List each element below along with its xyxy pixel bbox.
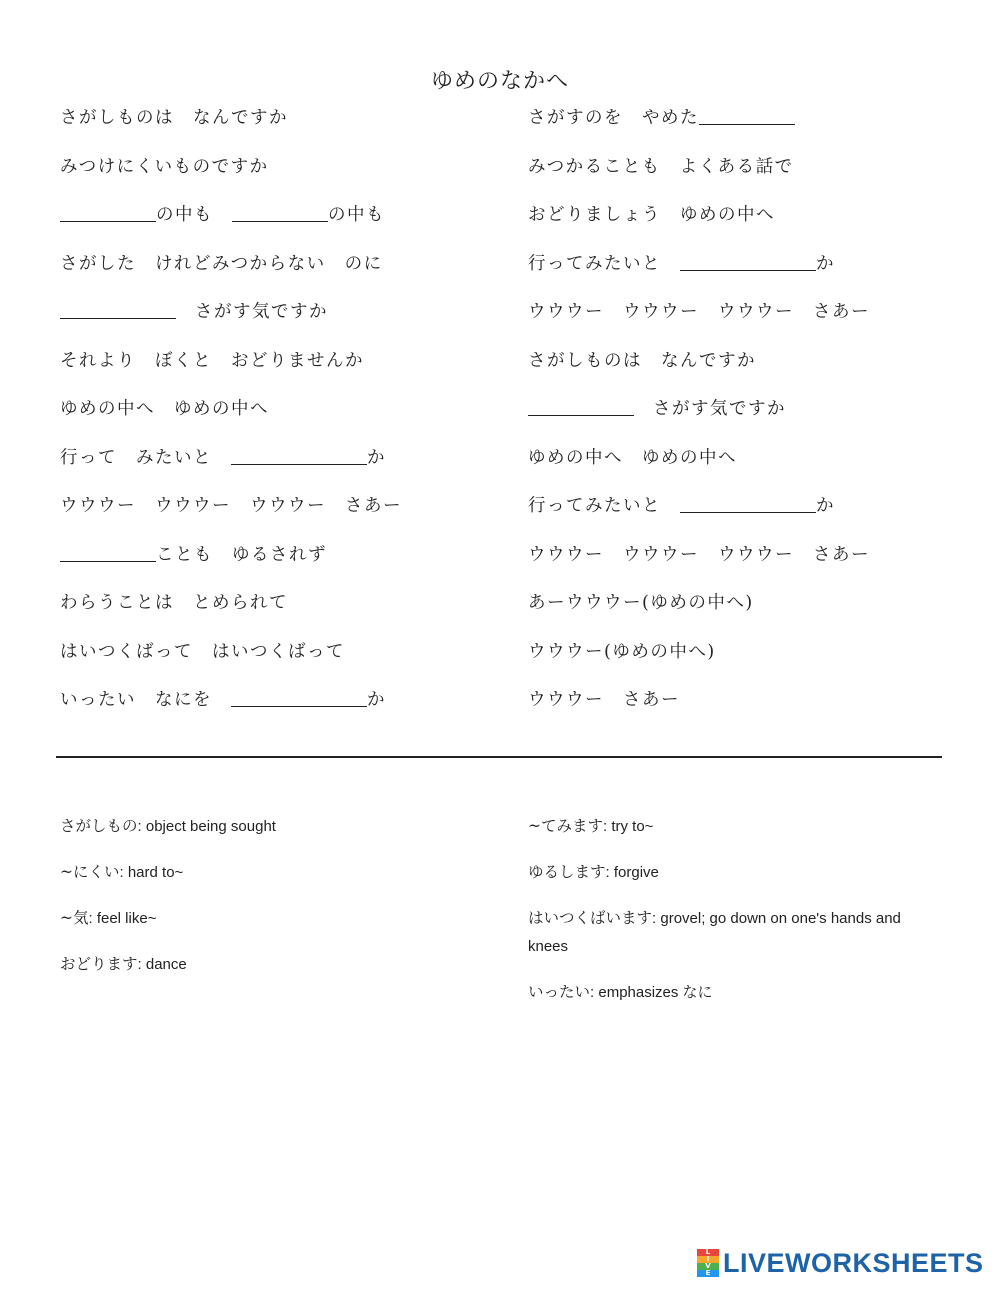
lyric-line <box>60 686 490 735</box>
lyric-line <box>60 444 490 493</box>
vocab-term: ~にくい <box>60 863 120 881</box>
lyric-text: わらうことは とめられて <box>60 593 288 613</box>
lyric-text: ゆめの中へ ゆめの中へ <box>60 399 269 419</box>
vocab-definition: : dance <box>137 956 187 973</box>
vocab-definition: : emphasizes なに <box>590 984 713 1001</box>
vocab-definition: : object being sought <box>137 818 276 835</box>
liveworksheets-logo <box>697 1245 984 1281</box>
lyric-text: それより ぼくと おどりませんか <box>60 350 364 371</box>
vocab-item <box>60 858 500 887</box>
vocab-term: おどります <box>60 955 138 973</box>
vocab-item <box>528 812 928 841</box>
lyric-line <box>60 104 490 153</box>
lyric-text: ゆめの中へ ゆめの中へ <box>528 447 737 468</box>
lyric-text: か <box>367 690 386 710</box>
fill-in-blank[interactable] <box>60 543 156 562</box>
fill-in-blank[interactable] <box>232 203 328 222</box>
vocab-item <box>528 904 928 961</box>
vocab-left-column <box>60 812 500 996</box>
lyric-text: ウウウー ウウウー ウウウー さあー <box>528 302 870 322</box>
vocab-definition: : try to~ <box>603 818 654 835</box>
lyric-line <box>60 153 490 202</box>
vocab-definition: : hard to~ <box>119 864 184 881</box>
lyric-text: さがしものは なんですか <box>528 350 756 371</box>
section-divider <box>56 756 942 758</box>
lyric-line <box>60 201 490 250</box>
lyric-text: さがす気ですか <box>634 399 786 419</box>
logo-icon-letter: I <box>697 1256 719 1263</box>
lyric-text: か <box>816 496 835 516</box>
lyric-line <box>60 395 490 444</box>
lyric-line <box>528 395 958 444</box>
lyric-text: 行って みたいと <box>60 447 231 468</box>
lyric-line <box>528 444 958 493</box>
vocab-right-column <box>528 812 928 1024</box>
vocab-term: さがしもの <box>60 817 138 835</box>
lyric-text: か <box>816 253 835 274</box>
lyric-text: の中も <box>328 205 385 225</box>
vocab-term: ~てみます <box>528 817 603 835</box>
logo-icon-letter: V <box>697 1263 719 1270</box>
logo-text: LIVEWORKSHEETS <box>723 1247 984 1278</box>
lyric-text: ウウウー さあー <box>528 690 680 710</box>
lyric-text: ウウウー ウウウー ウウウー さあー <box>528 544 870 565</box>
lyric-text: ウウウー ウウウー ウウウー さあー <box>60 496 402 516</box>
lyrics-left-column <box>60 104 490 735</box>
vocab-item <box>60 950 500 979</box>
lyric-text: さがす気ですか <box>176 302 328 322</box>
lyric-text: 行ってみたいと <box>528 496 680 516</box>
lyric-text: ことも ゆるされず <box>156 544 327 565</box>
logo-icon-letter: E <box>697 1270 719 1277</box>
lyric-line <box>528 492 958 541</box>
logo-icon <box>697 1249 719 1277</box>
lyric-text: おどりましょう ゆめの中へ <box>528 205 775 225</box>
fill-in-blank[interactable] <box>60 203 156 222</box>
vocab-item <box>60 904 500 933</box>
lyric-line <box>528 638 958 687</box>
lyric-line <box>60 492 490 541</box>
vocab-definition: : grovel; go down on one's hands and knees <box>528 910 901 955</box>
lyric-line <box>528 250 958 299</box>
vocab-term: はいつくばいます <box>528 909 653 927</box>
lyric-text: 行ってみたいと <box>528 253 680 274</box>
fill-in-blank[interactable] <box>680 494 816 513</box>
lyric-line <box>528 686 958 735</box>
lyric-line <box>528 104 958 153</box>
fill-in-blank[interactable] <box>680 252 816 271</box>
lyric-text: ウウウー(ゆめの中へ) <box>528 641 716 662</box>
lyrics-right-column <box>528 104 958 735</box>
lyric-line <box>528 298 958 347</box>
worksheet-title: ゆめのなかへ <box>430 69 569 94</box>
lyric-line <box>60 638 490 687</box>
lyric-line <box>60 589 490 638</box>
logo-icon-letter: L <box>697 1249 719 1256</box>
vocab-item <box>528 858 928 887</box>
fill-in-blank[interactable] <box>60 300 176 319</box>
lyric-line <box>528 201 958 250</box>
lyric-text: さがすのを やめた <box>528 108 699 128</box>
vocab-item <box>60 812 500 841</box>
lyric-text: か <box>367 447 386 468</box>
lyric-line <box>528 541 958 590</box>
fill-in-blank[interactable] <box>699 106 795 125</box>
lyric-text: の中も <box>156 205 232 225</box>
lyric-line <box>528 347 958 396</box>
fill-in-blank[interactable] <box>231 688 367 707</box>
lyric-line <box>528 589 958 638</box>
lyric-text: さがした けれどみつからない のに <box>60 253 383 274</box>
lyric-text: みつかることも よくある話で <box>528 156 794 177</box>
fill-in-blank[interactable] <box>528 397 634 416</box>
lyric-line <box>60 541 490 590</box>
vocab-term: ~気 <box>60 909 89 927</box>
lyric-text: さがしものは なんですか <box>60 108 288 128</box>
vocab-term: ゆるします <box>528 863 606 881</box>
lyric-line <box>60 250 490 299</box>
vocab-definition: : forgive <box>605 864 659 881</box>
fill-in-blank[interactable] <box>231 446 367 465</box>
lyric-text: はいつくばって はいつくばって <box>60 641 345 662</box>
lyric-text: あーウウウー(ゆめの中へ) <box>528 593 754 613</box>
vocab-definition: : feel like~ <box>88 910 157 927</box>
lyric-line <box>60 298 490 347</box>
lyric-line <box>60 347 490 396</box>
vocab-item <box>528 978 928 1007</box>
lyric-text: みつけにくいものですか <box>60 156 269 177</box>
lyric-line <box>528 153 958 202</box>
vocab-term: いったい <box>528 983 591 1001</box>
lyric-text: いったい なにを <box>60 690 231 710</box>
